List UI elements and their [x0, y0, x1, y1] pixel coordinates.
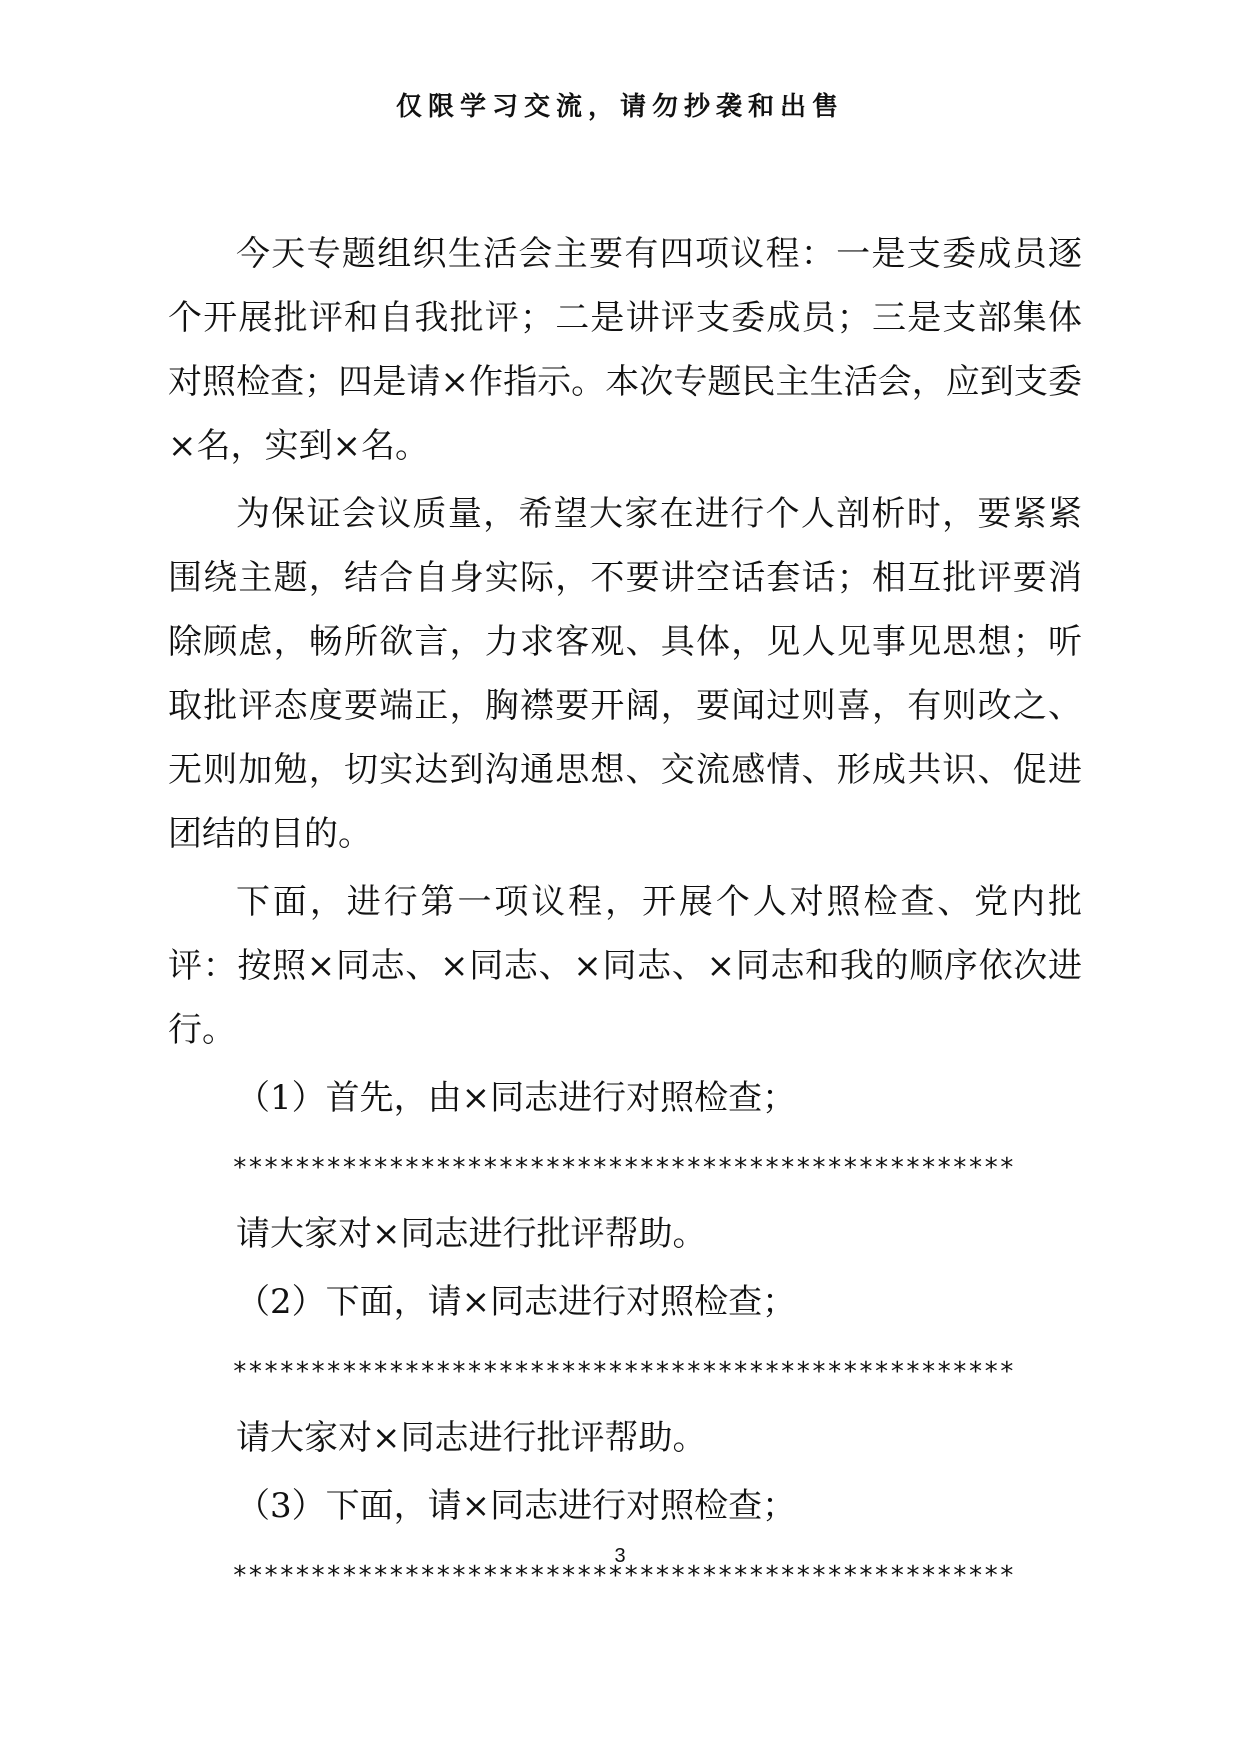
- paragraph-agenda: 今天专题组织生活会主要有四项议程：一是支委成员逐个开展批评和自我批评；二是讲评支委成员；三是支部集体对照检查；四是请×作指示。本次专题民主生活会，应到支委×名，实到×名。: [168, 234, 1082, 466]
- paragraph-critique-1: 请大家对×同志进行批评帮助。: [236, 1214, 707, 1254]
- paragraph-critique-2: 请大家对×同志进行批评帮助。: [236, 1418, 707, 1458]
- paragraph-step-3: （3）下面，请×同志进行对照检查；: [236, 1486, 797, 1526]
- paragraph-step-1: （1）首先，由×同志进行对照检查；: [236, 1078, 797, 1118]
- separator-stars: **************************************************: [232, 1561, 1015, 1591]
- separator-stars: **************************************************: [232, 1357, 1015, 1387]
- page-number: 3: [614, 1545, 626, 1567]
- header-notice: 仅限学习交流，请勿抄袭和出售: [395, 92, 844, 122]
- separator-stars: **************************************************: [232, 1153, 1015, 1183]
- paragraph-step-2: （2）下面，请×同志进行对照检查；: [236, 1282, 797, 1322]
- paragraph-first-item: 下面，进行第一项议程，开展个人对照检查、党内批评：按照×同志、×同志、×同志、×同志和我的顺序依次进行。: [168, 882, 1082, 1050]
- paragraph-quality: 为保证会议质量，希望大家在进行个人剖析时，要紧紧围绕主题，结合自身实际，不要讲空话套话；相互批评要消除顾虑，畅所欲言，力求客观、具体，见人见事见思想；听取批评态度要端正，胸襟要开阔，要闻过则喜，有则改之、无则加勉，切实达到沟通思想、交流感情、形成共识、促进团结的目的。: [168, 494, 1082, 854]
- document-body: [168, 222, 1082, 1608]
